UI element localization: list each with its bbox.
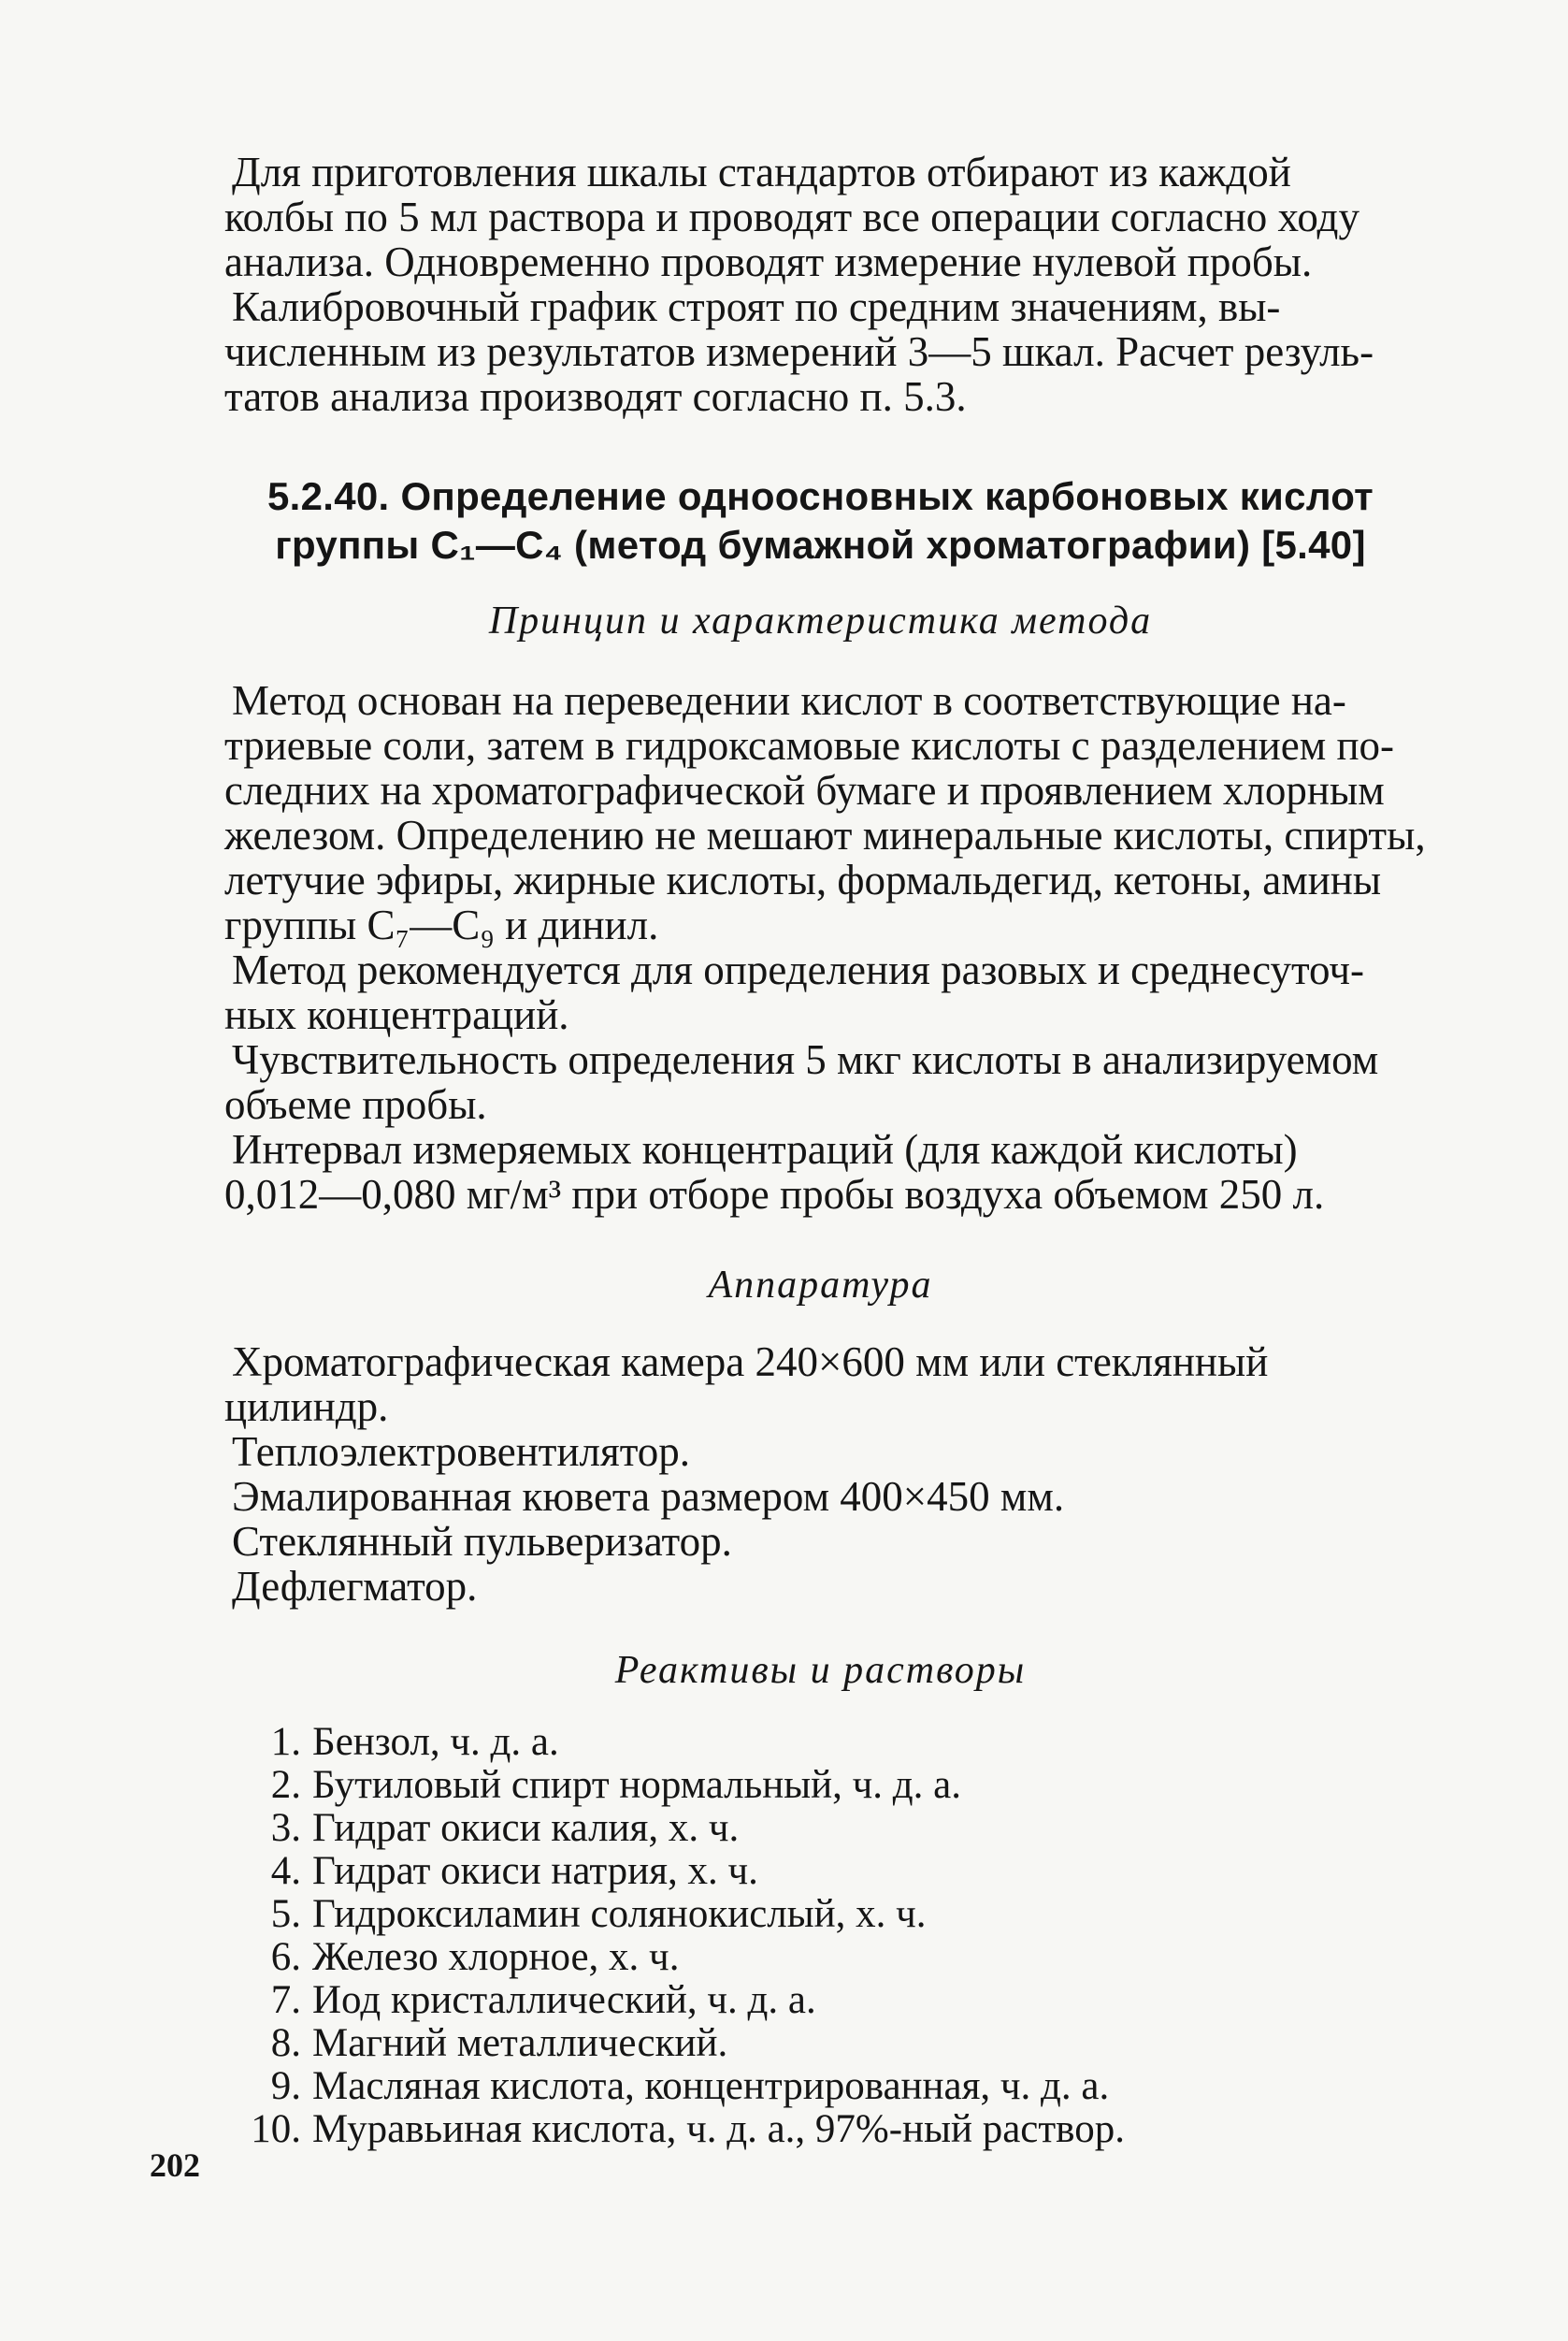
list-item-text: Магний металлический. bbox=[312, 2021, 728, 2065]
list-item-text: Масляная кислота, концентрированная, ч. д. а. bbox=[312, 2064, 1110, 2108]
list-item-number: 9. bbox=[270, 2064, 301, 2108]
text-line: группы C₇—C₉ и динил. bbox=[224, 902, 659, 948]
text-line: Интервал измеряемых концентраций (для каждой кислоты) bbox=[232, 1126, 1298, 1173]
text-line: 0,012—0,080 мг/м³ при отборе пробы воздуха объемом 250 л. bbox=[224, 1171, 1325, 1218]
list-item bbox=[234, 2108, 1412, 2151]
list-item bbox=[234, 1721, 1412, 1764]
text-line: Метод рекомендуется для определения разовых и среднесуточ- bbox=[232, 947, 1365, 993]
text-line: татов анализа производят согласно п. 5.3. bbox=[224, 373, 967, 420]
list-item-text: Муравьиная кислота, ч. д. а., 97%-ный раствор. bbox=[312, 2107, 1125, 2151]
text-line: Дефлегматор. bbox=[232, 1563, 478, 1610]
apparatus-item-4 bbox=[224, 1519, 1417, 1564]
list-item bbox=[234, 2065, 1412, 2108]
text-line: Калибровочный график строят по средним значениям, вы- bbox=[232, 283, 1281, 330]
section-title bbox=[224, 472, 1417, 570]
text-line: колбы по 5 мл раствора и проводят все операции согласно ходу bbox=[224, 194, 1359, 240]
principle-block bbox=[224, 677, 1426, 1218]
intro-paragraph-2 bbox=[224, 284, 1417, 419]
list-item-number: 6. bbox=[270, 1935, 301, 1979]
list-item-text: Гидрат окиси натрия, х. ч. bbox=[312, 1849, 758, 1893]
list-item-number: 10. bbox=[251, 2107, 301, 2151]
section-title-line-2: группы C₁—C₄ (метод бумажной хроматографии) [5.40] bbox=[275, 523, 1366, 567]
text-line: анализа. Одновременно проводят измерение нулевой пробы. bbox=[224, 238, 1313, 285]
list-item-number: 8. bbox=[270, 2021, 301, 2065]
reagents-heading: Реактивы и растворы bbox=[614, 1649, 1027, 1692]
list-item-text: Бутиловый спирт нормальный, ч. д. а. bbox=[312, 1763, 961, 1807]
principle-paragraph-3 bbox=[224, 1037, 1417, 1127]
list-item-number: 5. bbox=[270, 1892, 301, 1936]
text-line: Метод основан на переведении кислот в соответствующие на- bbox=[232, 677, 1346, 724]
text-line: Чувствительность определения 5 мкг кислоты в анализируемом bbox=[232, 1036, 1379, 1083]
apparatus-item-2 bbox=[224, 1429, 1417, 1474]
list-item-text: Гидроксиламин солянокислый, х. ч. bbox=[312, 1892, 927, 1936]
list-item bbox=[234, 1807, 1412, 1850]
text-line: ных концентраций. bbox=[224, 991, 569, 1038]
page-number: 202 bbox=[150, 2146, 200, 2184]
text-line: численным из результатов измерений 3—5 шкал. Расчет резуль- bbox=[224, 328, 1374, 375]
apparatus-heading: Аппаратура bbox=[708, 1264, 933, 1307]
text-line: железом. Определению не мешают минеральные кислоты, спирты, bbox=[224, 812, 1426, 859]
list-item bbox=[234, 1850, 1412, 1893]
list-item-number: 1. bbox=[270, 1720, 301, 1764]
list-item-text: Бензол, ч. д. а. bbox=[312, 1720, 559, 1764]
intro-block bbox=[224, 150, 1417, 419]
list-item bbox=[234, 1979, 1412, 2022]
text-line: цилиндр. bbox=[224, 1383, 389, 1430]
apparatus-item-1 bbox=[224, 1339, 1417, 1429]
list-item bbox=[234, 1764, 1412, 1807]
text-line: Эмалированная кювета размером 400×450 мм. bbox=[232, 1473, 1065, 1520]
text-line: объеме пробы. bbox=[224, 1081, 487, 1128]
list-item-number: 2. bbox=[270, 1763, 301, 1807]
principle-paragraph-1 bbox=[224, 677, 1426, 948]
text-line: Хроматографическая камера 240×600 мм или стеклянный bbox=[232, 1338, 1269, 1385]
list-item bbox=[234, 2022, 1412, 2065]
list-item-number: 4. bbox=[270, 1849, 301, 1893]
text-line: Для приготовления шкалы стандартов отбирают из каждой bbox=[232, 149, 1291, 195]
list-item-text: Гидрат окиси калия, х. ч. bbox=[312, 1806, 740, 1850]
list-item-number: 3. bbox=[270, 1806, 301, 1850]
apparatus-block bbox=[224, 1339, 1417, 1609]
text-line: следних на хроматографической бумаге и проявлением хлорным bbox=[224, 767, 1385, 814]
intro-paragraph-1 bbox=[224, 150, 1417, 284]
reagents-list bbox=[234, 1721, 1412, 2151]
section-title-line-1: 5.2.40. Определение одноосновных карбоновых кислот bbox=[266, 474, 1374, 518]
principle-paragraph-4 bbox=[224, 1127, 1417, 1217]
list-item-number: 7. bbox=[270, 1978, 301, 2022]
text-line: Теплоэлектровентилятор. bbox=[232, 1428, 691, 1475]
list-item bbox=[234, 1893, 1412, 1936]
text-line: Стеклянный пульверизатор. bbox=[232, 1518, 732, 1565]
apparatus-item-5 bbox=[224, 1564, 1417, 1609]
principle-paragraph-2 bbox=[224, 947, 1417, 1037]
text-line: триевые соли, затем в гидроксамовые кислоты с разделением по- bbox=[224, 722, 1395, 769]
list-item bbox=[234, 1936, 1412, 1979]
text-line: летучие эфиры, жирные кислоты, формальдегид, кетоны, амины bbox=[224, 857, 1382, 903]
apparatus-item-3 bbox=[224, 1474, 1417, 1519]
principle-heading: Принцип и характеристика метода bbox=[488, 600, 1153, 643]
list-item-text: Иод кристаллический, ч. д. а. bbox=[312, 1978, 816, 2022]
list-item-text: Железо хлорное, х. ч. bbox=[312, 1935, 680, 1979]
